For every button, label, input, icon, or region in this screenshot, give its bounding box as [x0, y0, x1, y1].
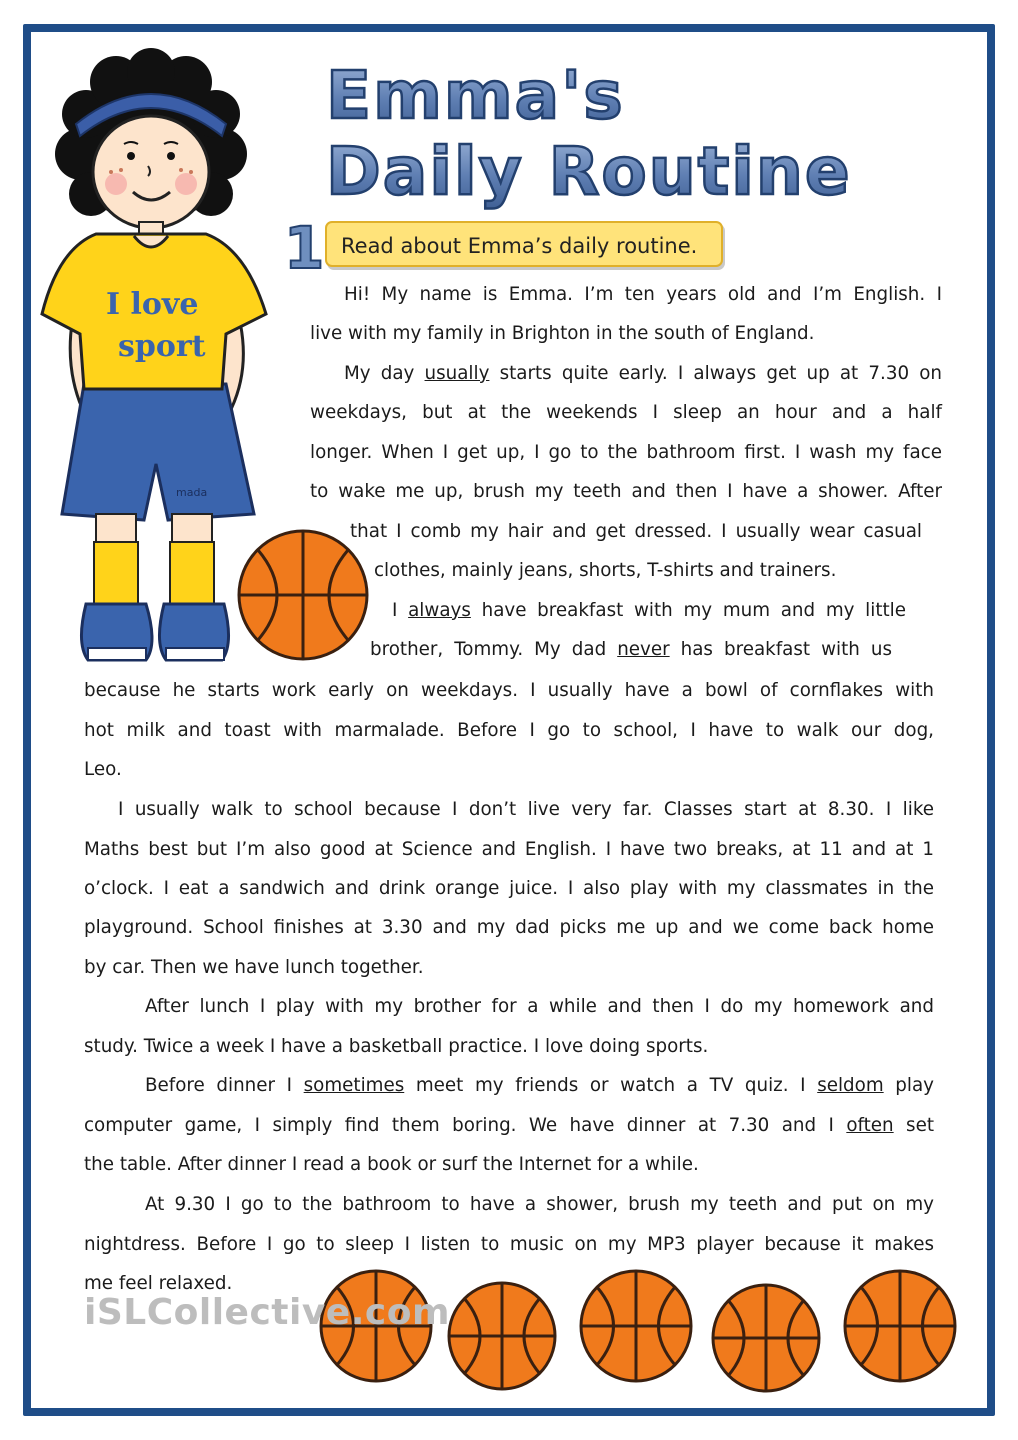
exercise-instruction: Read about Emma’s daily routine.	[325, 221, 723, 267]
text-line: weekdays, but at the weekends I sleep an hour and a half	[310, 402, 942, 423]
text-line: hot milk and toast with marmalade. Before I go to school, I have to walk our dog,	[84, 720, 934, 741]
text-line: longer. When I get up, I go to the bathroom first. I wash my face	[310, 442, 942, 463]
text-line: nightdress. Before I go to sleep I listen to music on my MP3 player because it makes	[84, 1234, 934, 1255]
text-line: me feel relaxed.	[84, 1273, 233, 1294]
basketball-icon	[236, 528, 370, 662]
basketball-icon	[710, 1282, 822, 1394]
text-line: by car. Then we have lunch together.	[84, 957, 424, 978]
text-line: o’clock. I eat a sandwich and drink orange juice. I also play with my classmates in the	[84, 878, 934, 899]
svg-text:1: 1	[284, 214, 325, 282]
shirt-text-1: I love	[106, 287, 199, 322]
worksheet-title	[320, 48, 852, 210]
text-line: playground. School finishes at 3.30 and my dad picks me up and we come back home	[84, 917, 934, 938]
text-line: live with my family in Brighton in the south of England.	[310, 323, 815, 344]
text-line: At 9.30 I go to the bathroom to have a shower, brush my teeth and put on my	[145, 1194, 934, 1215]
text-line: Before dinner I sometimes meet my friends or watch a TV quiz. I seldom play	[145, 1075, 934, 1096]
basketball-icon	[446, 1280, 558, 1392]
text-line: to wake me up, brush my teeth and then I have a shower. After	[310, 481, 942, 502]
text-line: Leo.	[84, 759, 122, 780]
text-line: that I comb my hair and get dressed. I usually wear casual	[350, 521, 922, 542]
text-line: because he starts work early on weekdays. I usually have a bowl of cornflakes with	[84, 680, 934, 701]
text-line: I always have breakfast with my mum and my little	[392, 600, 906, 621]
text-line: Hi! My name is Emma. I’m ten years old and I’m English. I	[344, 284, 942, 305]
basketball-icon	[578, 1268, 694, 1384]
text-line: the table. After dinner I read a book or surf the Internet for a while.	[84, 1154, 699, 1175]
title-line-1: Emma's	[326, 57, 625, 134]
text-line: After lunch I play with my brother for a while and then I do my homework and	[145, 996, 934, 1017]
shirt-text-2: sport	[118, 329, 206, 364]
text-line: study. Twice a week I have a basketball practice. I love doing sports.	[84, 1036, 709, 1057]
exercise-number	[280, 212, 325, 282]
text-line: clothes, mainly jeans, shorts, T-shirts and trainers.	[374, 560, 837, 581]
text-line: My day usually starts quite early. I always get up at 7.30 on	[344, 363, 943, 384]
text-line: I usually walk to school because I don’t live very far. Classes start at 8.30. I like	[118, 799, 934, 820]
svg-text:mada: mada	[176, 486, 208, 499]
watermark: iSLCollective.com	[84, 1292, 450, 1333]
title-line-2: Daily Routine	[326, 133, 852, 210]
text-line: brother, Tommy. My dad never has breakfast with us	[370, 639, 892, 660]
text-line: Maths best but I’m also good at Science and English. I have two breaks, at 11 and at 1	[84, 839, 934, 860]
basketball-icon	[842, 1268, 958, 1384]
text-line: computer game, I simply find them boring. We have dinner at 7.30 and I often set	[84, 1115, 934, 1136]
